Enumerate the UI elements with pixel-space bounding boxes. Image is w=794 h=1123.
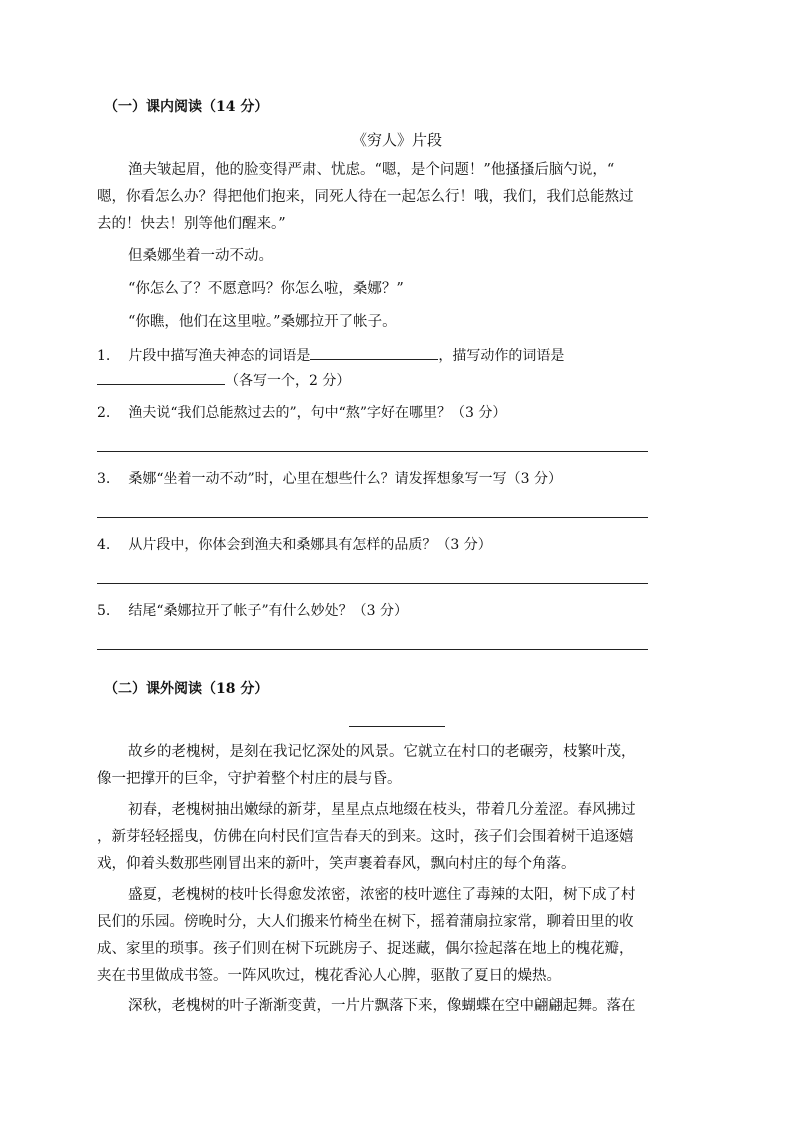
answer-line[interactable] <box>97 649 648 650</box>
paragraph-line: 盛夏，老槐树的枝叶长得愈发浓密，浓密的枝叶遮住了毒辣的太阳，树下成了村 <box>128 887 636 903</box>
passage-title: 《穷人》片段 <box>351 131 442 149</box>
question-text: 片段中描写渔夫神态的词语是 <box>128 348 311 364</box>
question-number: 5. <box>97 603 111 619</box>
answer-line[interactable] <box>97 583 648 584</box>
question-number: 2. <box>97 405 111 421</box>
question-2 <box>97 402 506 422</box>
section-heading: （二）课外阅读（18 分） <box>104 681 269 697</box>
paragraph-line: 渔夫皱起眉，他的脸变得严肃、忧虑。“嗯，是个问题！”他搔搔后脑勺说，“ <box>128 162 615 178</box>
question-text: 渔夫说“我们总能熬过去的”，句中“熬”字好在哪里？（3 分） <box>128 405 507 421</box>
question-1-cont <box>97 370 350 390</box>
question-4 <box>97 534 492 554</box>
question-number: 3. <box>97 471 111 487</box>
question-3 <box>97 468 562 488</box>
question-text: 结尾“桑娜拉开了帐子”有什么妙处？（3 分） <box>128 603 409 619</box>
paragraph-line: 故乡的老槐树，是刻在我记忆深处的风景。它就立在村口的老碾旁，枝繁叶茂， <box>128 744 636 760</box>
paragraph-line: ，新芽轻轻摇曳，仿佛在向村民们宣告春天的到来。这时，孩子们会围着树干追逐嬉 <box>97 829 634 845</box>
paragraph: “你瞧，他们在这里啦。”桑娜拉开了帐子。 <box>128 314 397 330</box>
paragraph-line: 民们的乐园。傍晚时分，大人们搬来竹椅坐在树下，摇着蒲扇拉家常，聊着田里的收 <box>97 914 634 930</box>
question-text: ，描写动作的词语是 <box>438 348 565 364</box>
section-heading: （一）课内阅读（14 分） <box>104 99 269 115</box>
answer-line[interactable] <box>97 517 648 518</box>
question-1 <box>97 345 564 365</box>
paragraph: 但桑娜坐着一动不动。 <box>128 248 273 264</box>
paragraph-line: 深秋，老槐树的叶子渐渐变黄，一片片飘落下来，像蝴蝶在空中翩翩起舞。落在 <box>128 998 636 1014</box>
paragraph-line: 戏，仰着头数那些刚冒出来的新叶，笑声裹着春风，飘向村庄的每个角落。 <box>97 856 576 872</box>
paragraph-line: 像一把撑开的巨伞，守护着整个村庄的晨与昏。 <box>97 771 402 787</box>
paragraph-line: 初春，老槐树抽出嫩绿的新芽，星星点点地缀在枝头，带着几分羞涩。春风拂过 <box>128 802 636 818</box>
question-5 <box>97 600 408 620</box>
paragraph-line: 夹在书里做成书签。一阵风吹过，槐花香沁人心脾，驱散了夏日的燥热。 <box>97 968 561 984</box>
paragraph-line: 嗯，你看怎么办？得把他们抱来，同死人待在一起怎么行！哦，我们，我们总能熬过 <box>97 189 634 205</box>
answer-line[interactable] <box>97 451 648 452</box>
paragraph-line: 去的！快去！别等他们醒来。” <box>97 216 286 232</box>
paragraph: “你怎么了？不愿意吗？你怎么啦，桑娜？” <box>128 281 404 297</box>
answer-blank[interactable] <box>310 345 438 360</box>
paragraph-line: 成、家里的琐事。孩子们则在树下玩跳房子、捉迷藏，偶尔捡起落在地上的槐花瓣， <box>97 941 634 957</box>
answer-blank[interactable] <box>97 370 225 385</box>
question-text: 从片段中，你体会到渔夫和桑娜具有怎样的品质？（3 分） <box>128 537 492 553</box>
question-text: 桑娜“坐着一动不动”时，心里在想些什么？请发挥想象写一写（3 分） <box>128 471 563 487</box>
question-number: 1. <box>97 348 111 364</box>
title-blank[interactable] <box>349 726 445 727</box>
question-text: （各写一个，2 分） <box>225 373 351 389</box>
question-number: 4. <box>97 537 111 553</box>
